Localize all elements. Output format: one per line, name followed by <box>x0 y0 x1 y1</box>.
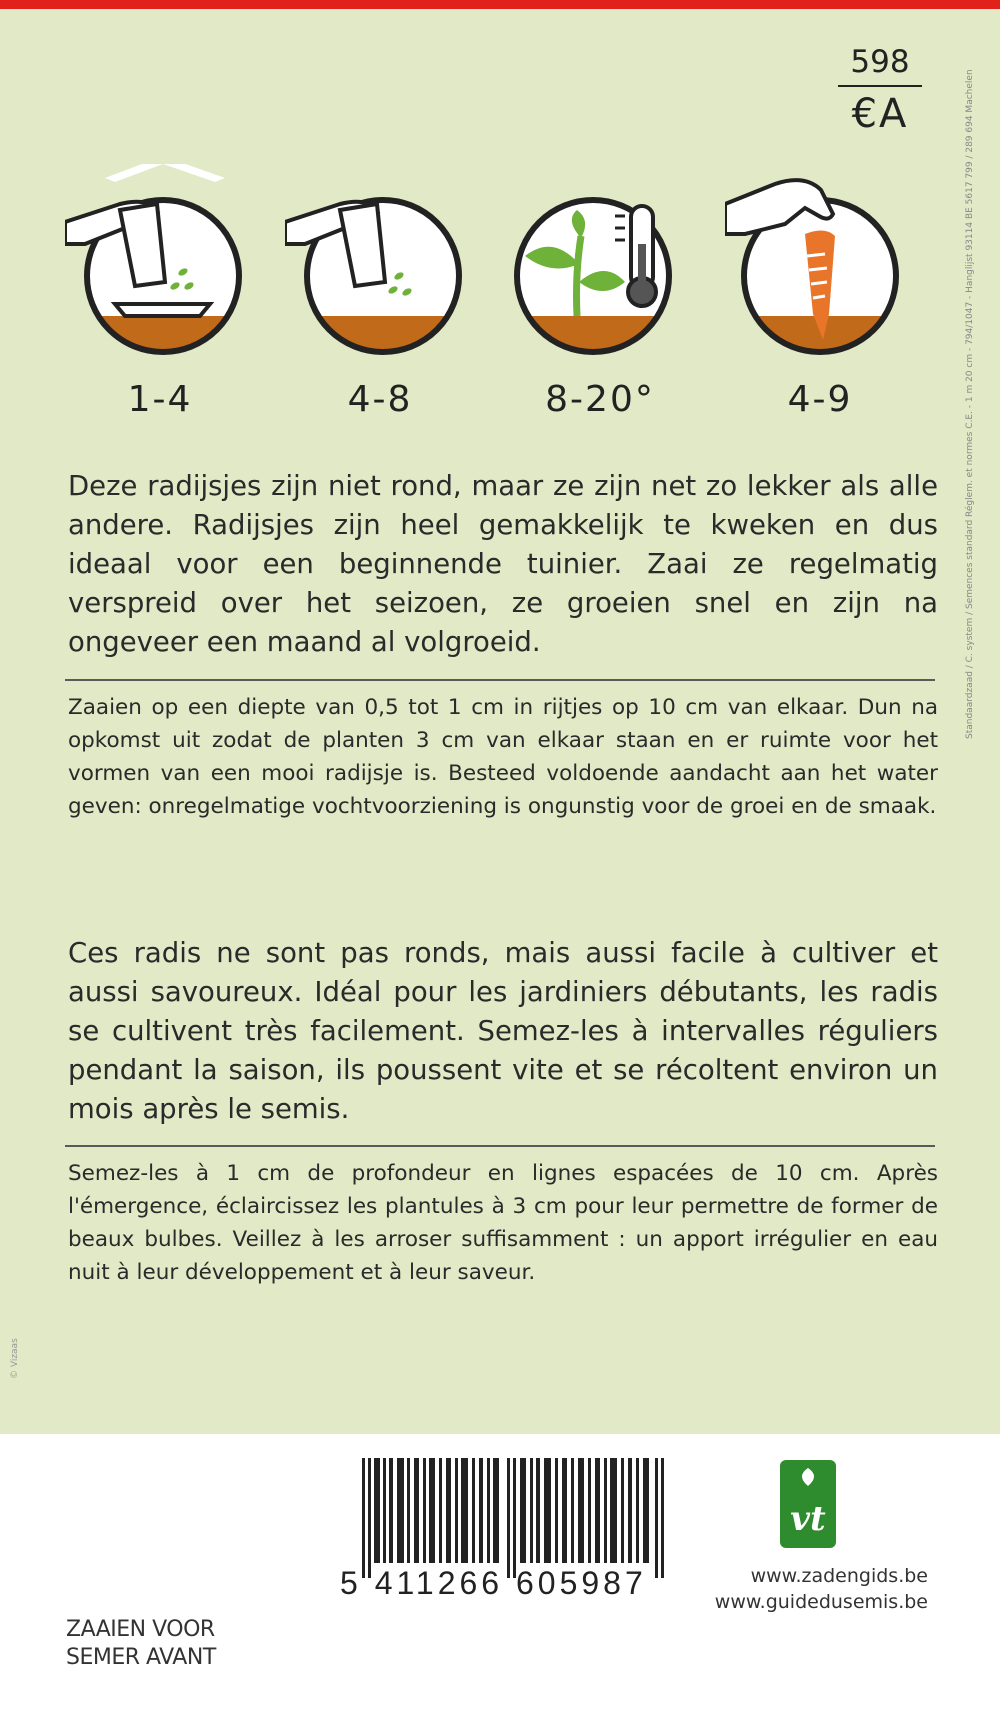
url-nl[interactable]: www.zadengids.be <box>750 1565 928 1587</box>
harvest-item <box>725 164 915 424</box>
product-code-box <box>838 41 922 139</box>
sowing-instructions-fr: Semez-les à 1 cm de profondeur en lignes espacées de 10 cm. Après l'émergence, éclaircissez les plantules à 3 cm pour leur permettre de former de beaux bulbes. Veillez à les arroser suffisamment : un apport irrégulier en eau nuit à leur développement et à leur saveur. <box>68 1161 938 1285</box>
harvest-period: 4-9 <box>787 379 853 420</box>
sow-outdoors-item <box>285 164 475 424</box>
url-fr[interactable]: www.guidedusemis.be <box>714 1591 928 1613</box>
description-fr: Ces radis ne sont pas ronds, mais aussi facile à cultiver et aussi savoureux. Idéal pour les jardiniers débutants, les radis se cultivent très facilement. Semez-les à intervalles réguliers pendant la saison, ils poussent vite et se récoltent environ un mois après le semis. <box>68 937 938 1125</box>
price-class: €A <box>851 91 909 137</box>
sow-outdoors-period: 4-8 <box>347 379 413 420</box>
sow-indoors-item <box>65 164 255 424</box>
sow-indoors-period: 1-4 <box>127 379 193 420</box>
regulatory-side-text: Standaardzaad / C. system / Semences standard Réglem. et normes C.E. - 1 m 20 cm - 794/1047 - Hanglijst 93114 BE 5617 799 / 289 694 Machelen <box>965 69 975 739</box>
sow-before-fr: SEMER AVANT <box>66 1645 216 1670</box>
sow-indoors-icon <box>65 164 255 374</box>
seed-packet-back-panel <box>0 9 1000 1434</box>
germination-temperature: 8-20° <box>545 379 655 420</box>
section-divider <box>65 679 935 681</box>
divider-line <box>838 85 922 87</box>
product-code: 598 <box>850 44 910 80</box>
germination-item <box>505 164 695 424</box>
vt-logo-icon <box>778 1458 838 1550</box>
section-divider <box>65 1145 935 1147</box>
vt-logo-text: vt <box>790 1499 826 1539</box>
seedling-thermometer-icon <box>505 164 695 374</box>
sowing-icons-row <box>65 164 945 424</box>
copyright-side-text: © Vizaas <box>10 1338 20 1379</box>
sow-before-nl: ZAAIEN VOOR <box>66 1617 215 1642</box>
harvest-carrot-icon <box>725 164 915 374</box>
barcode <box>362 1458 667 1578</box>
sow-outdoors-icon <box>285 164 475 374</box>
barcode-number: 5 411266 605987 <box>340 1565 647 1601</box>
top-red-bar <box>0 0 1000 9</box>
description-nl: Deze radijsjes zijn niet rond, maar ze zijn net zo lekker als alle andere. Radijsjes zijn heel gemakkelijk te kweken en dus ideaal voor een beginnende tuinier. Zaai ze regelmatig verspreid over het seizoen, ze groeien snel en zijn na ongeveer een maand al volgroeid. <box>68 470 938 658</box>
sowing-instructions-nl: Zaaien op een diepte van 0,5 tot 1 cm in rijtjes op 10 cm van elkaar. Dun na opkomst uit zodat de planten 3 cm van elkaar staan en er ruimte voor het vormen van een mooi radijsje is. Besteed voldoende aandacht aan het water geven: onregelmatige vochtvoorziening is ongunstig voor de groei en de smaak. <box>68 695 938 819</box>
